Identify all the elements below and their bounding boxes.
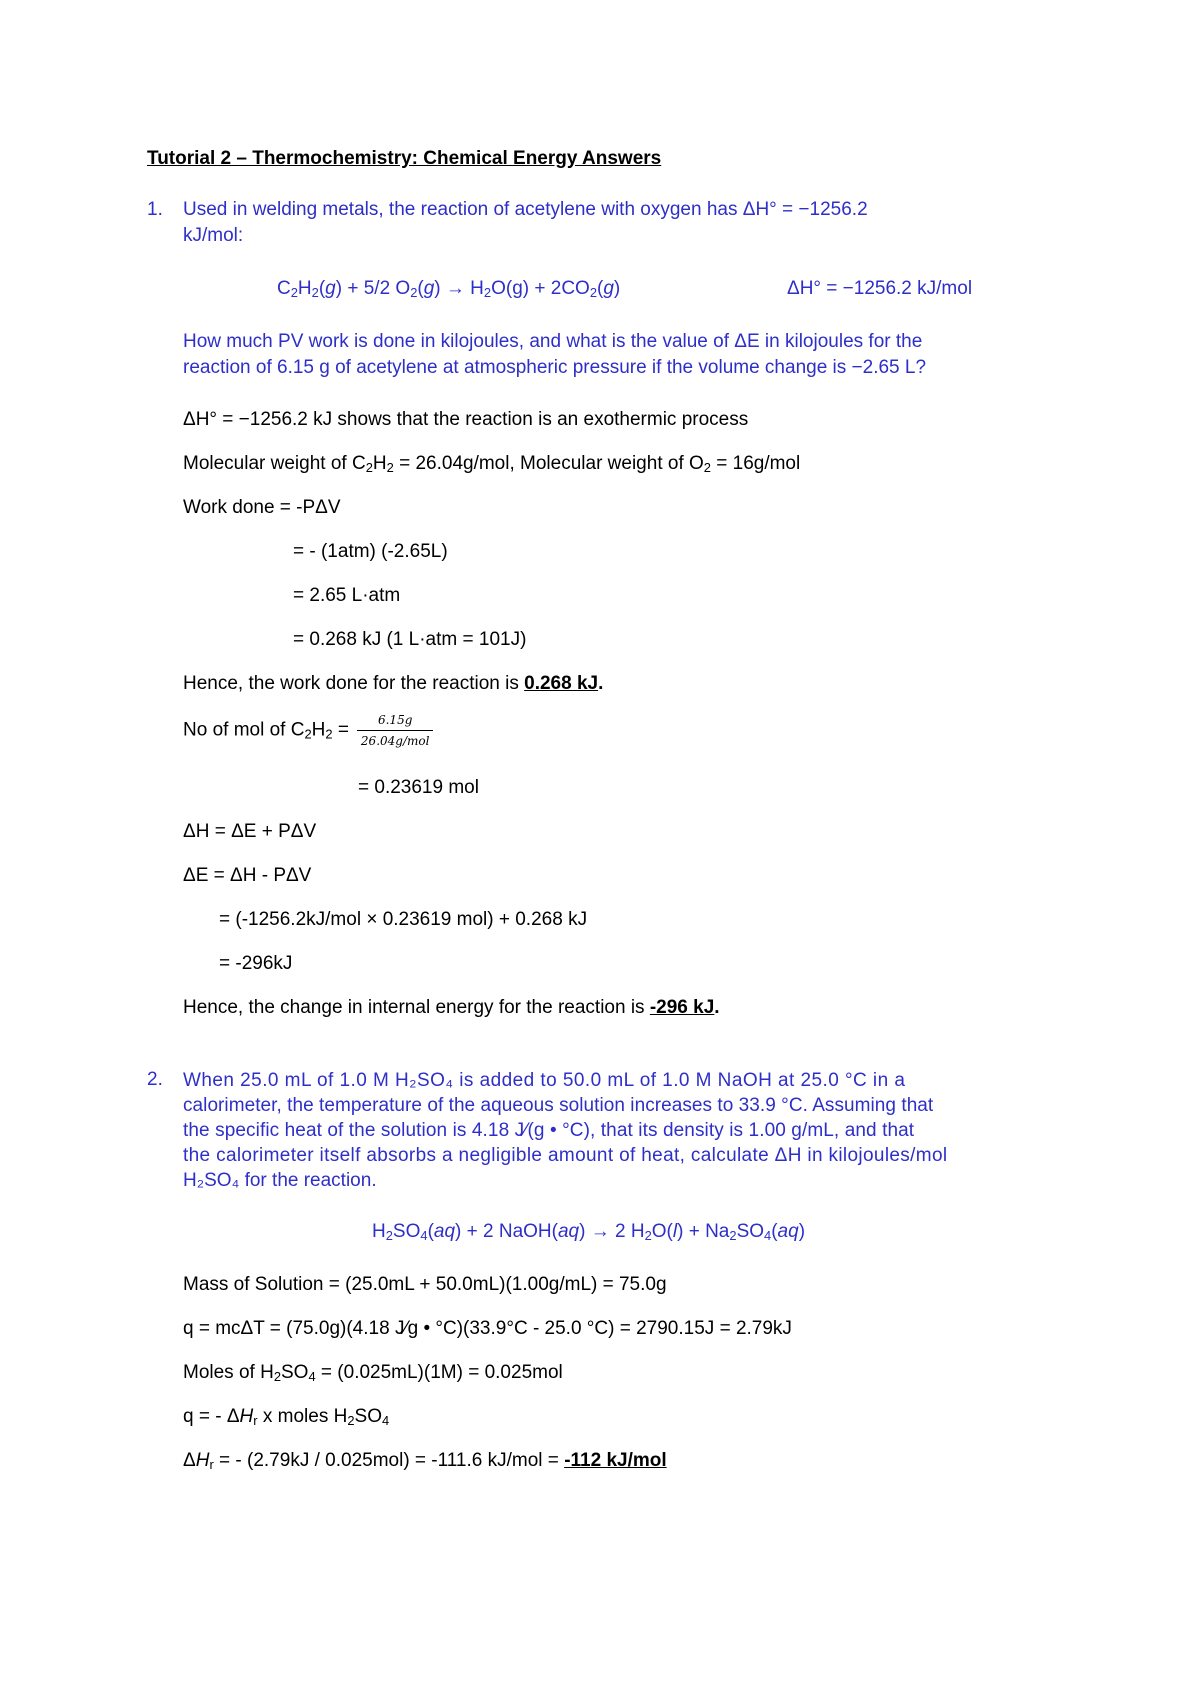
- question-1-prompt-line2: reaction of 6.15 g of acetylene at atmospheric pressure if the volume change is −2.65 L?: [183, 357, 927, 378]
- question-2-prompt: [183, 1068, 1065, 1193]
- moles-fraction: $\frac{6.15g}{\text{26.04g/mol}}$: [357, 713, 434, 748]
- question-1-intro-line2: kJ/mol:: [183, 225, 244, 246]
- page-title: Tutorial 2 – Thermochemistry: Chemical Energy Answers: [147, 148, 662, 169]
- reaction-enthalpy-answer: -112 kJ/mol: [564, 1450, 667, 1471]
- moles-result: = 0.23619 mol: [358, 777, 479, 798]
- question-2-number: 2.: [147, 1069, 163, 1090]
- question-1-number: 1.: [147, 199, 163, 220]
- neutralization-equation: $H_2SO_4(aq) + 2$ NaOH(aq) → 2 $H_2O(l) + Na_2SO_4(aq)$: [372, 1221, 806, 1243]
- work-step-1: Work done = -PΔV: [183, 497, 341, 518]
- molecular-weights-line: Molecular weight of $C_2H_2 = 26.04g/mol$, Molecular weight of $O_2 = 16g/mol$: [183, 453, 801, 475]
- reaction-enthalpy: $\Delta H_r$ = - (2.79kJ / 0.025mol) = -111.6 kJ/mol = -112 kJ/mol: [183, 1450, 667, 1472]
- mass-of-solution: Mass of Solution = (25.0mL + 50.0mL)(1.00g/mL) = 75.0g: [183, 1274, 667, 1295]
- exothermic-statement: ΔH° = −1256.2 kJ shows that the reaction is an exothermic process: [183, 409, 749, 430]
- question-2-line3: the specific heat of the solution is 4.18 J⁄(g • °C), that its density is 1.00 g/mL, and that: [183, 1120, 915, 1141]
- moles-h2so4: Moles of $H_2SO_4 = (0.025mL)(1M) = 0.025mol$: [183, 1362, 563, 1384]
- question-1-intro-line1: Used in welding metals, the reaction of acetylene with oxygen has ΔH° = −1256.2: [183, 199, 868, 220]
- internal-energy-step-2: = (-1256.2kJ/mol × 0.23619 mol) + 0.268 kJ: [219, 909, 588, 930]
- question-2-line2: calorimeter, the temperature of the aqueous solution increases to 33.9 °C. Assuming that: [183, 1095, 934, 1116]
- acetylene-combustion-equation: $C_2H_2(g) + 5/2$ $O_2(g) \to H_2O(g) + 2CO_2(g)$: [277, 278, 621, 300]
- work-step-4: = 0.268 kJ (1 L·atm = 101J): [293, 629, 527, 650]
- question-2-line4: the calorimeter itself absorbs a negligible amount of heat, calculate ΔH in kilojoules/mol: [183, 1145, 948, 1166]
- question-2-line1: When 25.0 mL of 1.0 M H₂SO₄ is added to 50.0 mL of 1.0 M NaOH at 25.0 °C in a: [183, 1070, 906, 1091]
- moles-acetylene-line: No of mol of $C_2H_2$ = $\frac{6.15g}{\text{26.04g/mol}}$: [183, 713, 433, 748]
- work-step-3: = 2.65 L·atm: [293, 585, 401, 606]
- question-1-prompt-line1: How much PV work is done in kilojoules, and what is the value of ΔE in kilojoules for the: [183, 331, 923, 352]
- work-step-2: = - (1atm) (-2.65L): [293, 541, 448, 562]
- equation-enthalpy: ΔH° = −1256.2 kJ/mol: [787, 278, 973, 299]
- internal-energy-step-3: = -296kJ: [219, 953, 293, 974]
- work-conclusion: Hence, the work done for the reaction is 0.268 kJ.: [183, 673, 604, 694]
- heat-calculation: q = mcΔT = (75.0g)(4.18 J⁄g • °C)(33.9°C - 25.0 °C) = 2790.15J = 2.79kJ: [183, 1318, 792, 1339]
- heat-relation: q = - $\Delta H_r$ x moles $H_2SO_4$: [183, 1406, 390, 1428]
- enthalpy-relation: ΔH = ΔE + PΔV: [183, 821, 317, 842]
- work-answer: 0.268 kJ: [524, 673, 599, 694]
- internal-energy-answer: -296 kJ: [649, 997, 715, 1018]
- question-2-line5: H₂SO₄ for the reaction.: [183, 1170, 377, 1191]
- internal-energy-conclusion: Hence, the change in internal energy for the reaction is -296 kJ.: [183, 997, 720, 1018]
- internal-energy-step-1: ΔE = ΔH - PΔV: [183, 865, 312, 886]
